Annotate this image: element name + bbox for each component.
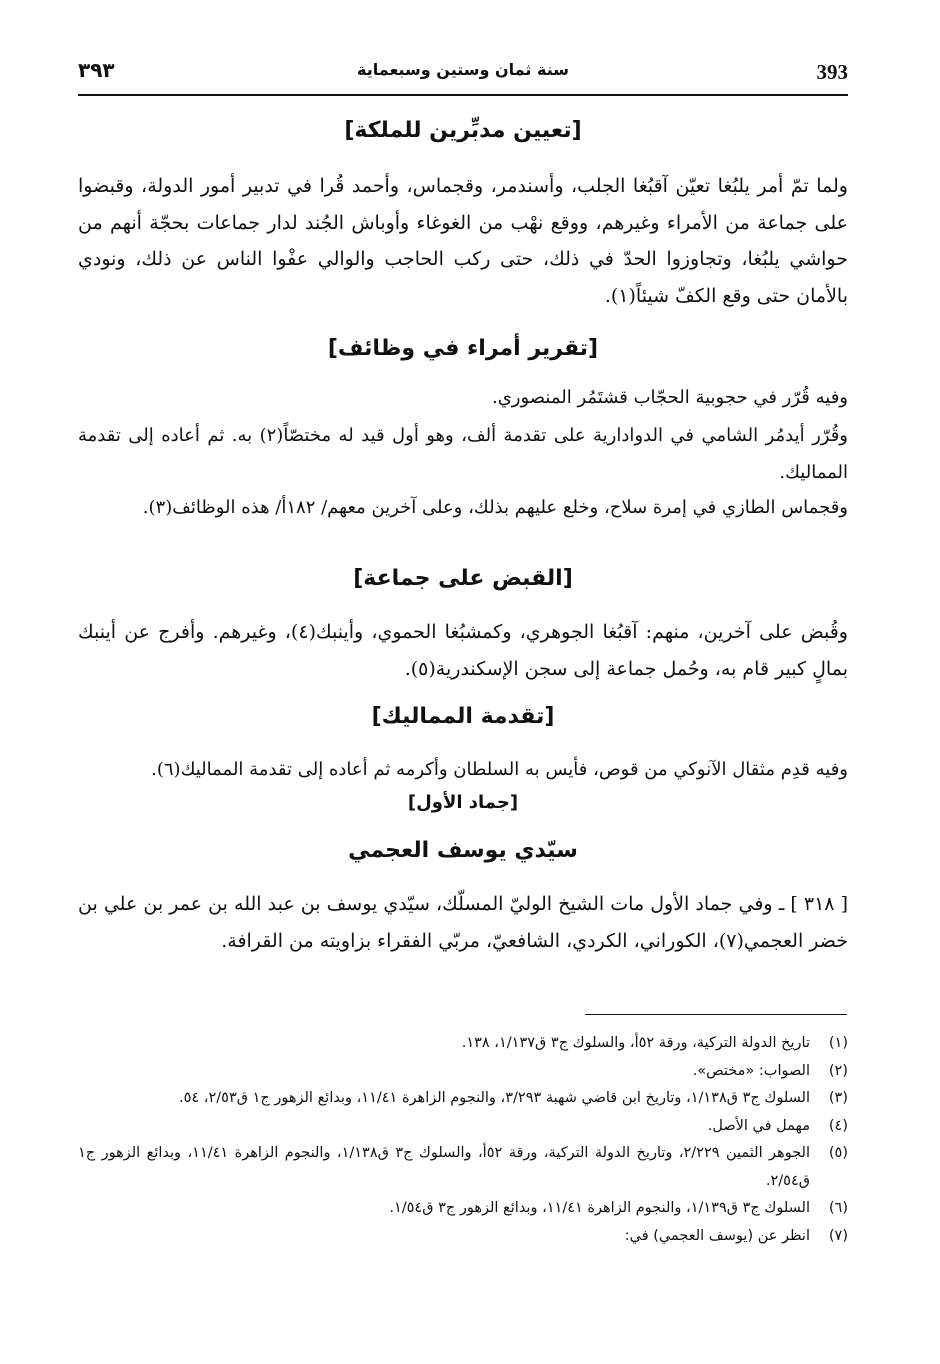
footnote-text: الصواب: «مختص».: [692, 1062, 810, 1079]
footnote-text: تاريخ الدولة التركية، ورقة ٥٢أ، والسلوك ج٣ ق١/١٣٧، ١٣٨.: [461, 1035, 810, 1051]
biography-heading: سيّدي يوسف العجمي: [348, 838, 578, 863]
footnote-text: السلوك ج٣ ق١/١٣٨، وتاريخ ابن قاضي شهبة ٣/٢٩٣، والنجوم الزاهرة ١١/٤١، وبدائع الزهور ج١ ق٢/٥٣، ٥٤.: [179, 1090, 810, 1106]
footnote: [78, 1085, 848, 1113]
footnote-number: (١): [828, 1035, 848, 1051]
paragraph-silah-appointment: وقجماس الطازي في إمرة سلاح، وخلع عليهم بذلك، وعلى آخرين معهم/ ١٨٢أ/ هذه الوظائف(٣).: [142, 497, 848, 518]
footnote-text: الجوهر الثمين ٢/٢٢٩، وتاريخ الدولة التركية، ورقة ٥٢أ، والسلوك ج٣ ق١/١٣٨، والنجوم الزاهرة ١١/٤١، وبدائع الزهور ج١ ق٢/٥٤.: [78, 1145, 810, 1189]
footnote-number: (٣): [828, 1090, 848, 1106]
paragraph-mamluk-command: وفيه قدِم مثقال الآنوكي من قوص، فأيس به السلطان وأكرمه ثم أعاده إلى تقدمة المماليك(٦).: [151, 759, 848, 780]
page-number-latin: 393: [816, 60, 848, 84]
footnote: [78, 1058, 848, 1086]
section-heading-emirs-appointments: [تقرير أمراء في وظائف]: [327, 336, 599, 361]
footnote-separator: [585, 1014, 847, 1015]
page-number-arabic: ٣٩٣: [78, 58, 115, 82]
footnote: [78, 1113, 848, 1141]
paragraph-dawadar-appointment: وقُرّر أيدمُر الشامي في الدوادارية على تقدمة ألف، وهو أول قيد له مختصّاً(٢) به. ثم أعاده إلى تقدمة المماليك.: [78, 425, 848, 483]
footnote-number: (٢): [828, 1062, 848, 1079]
footnote-text: مهمل في الأصل.: [707, 1117, 810, 1134]
paragraph-hajib-appointment: وفيه قُرّر في حجوبية الحجّاب قشتَمُر المنصوري.: [491, 387, 848, 408]
footnote: [78, 1223, 848, 1251]
footnotes: [78, 1030, 848, 1250]
footnote-number: (٧): [828, 1227, 848, 1244]
footnote-number: (٦): [828, 1200, 848, 1216]
footnote-text: السلوك ج٣ ق١/١٣٩، والنجوم الزاهرة ١١/٤١، وبدائع الزهور ج٣ ق١/٥٤.: [389, 1200, 810, 1216]
paragraph-biography-entry: [ ٣١٨ ] ـ وفي جماد الأول مات الشيخ الوليّ المسلّك، سيّدي يوسف بن عبد الله بن عمر بن علي بن خضر العجمي(٧)، الكوراني، الكردي، الشافعيّ، مربّي الفقراء بزاويته من القرافة.: [78, 893, 849, 952]
section-heading-arrests: [القبض على جماعة]: [353, 566, 573, 591]
running-title: سنة ثمان وستين وسبعماية: [357, 60, 569, 79]
footnote: [78, 1140, 848, 1195]
section-heading-mamluk-command: [تقدمة المماليك]: [371, 704, 555, 729]
footnote: [78, 1030, 848, 1058]
footnote: [78, 1195, 848, 1223]
footnote-text: انظر عن (يوسف العجمي) في:: [624, 1227, 810, 1244]
footnote-number: (٤): [828, 1117, 848, 1134]
paragraph-arrests: وقُبض على آخرين، منهم: آقبُغا الجوهري، وكمشبُغا الحموي، وأينبك(٤)، وغيرهم. وأفرج عن أينبك بمالٍ كبير قام به، وحُمل جماعة إلى سجن الإسكندرية(٥).: [78, 621, 848, 680]
footnote-number: (٥): [828, 1145, 848, 1161]
month-heading: [جماد الأول]: [407, 792, 519, 813]
running-header: [78, 58, 848, 96]
section-heading-appointing-administrators: [تعيين مدبِّرين للملكة]: [344, 118, 582, 143]
paragraph-appointing-administrators: ولما تمّ أمر يلبُغا تعيّن آقبُغا الجلب، وأسندمر، وقجماس، وأحمد قُرا في تدبير أمور الدولة، وقبضوا على جماعة من الأمراء وغيرهم، ووقع نهْب من الغوغاء وأوباش الجُند لدار جماعات بحجّة أنهم من حواشي يلبُغا، وتجاوزوا الحدّ في ذلك، حتى ركب الحاجب والوالي عفْوا الناس عن ذلك، ونودي بالأمان حتى وقع الكفّ شيئاً(١).: [78, 175, 848, 307]
